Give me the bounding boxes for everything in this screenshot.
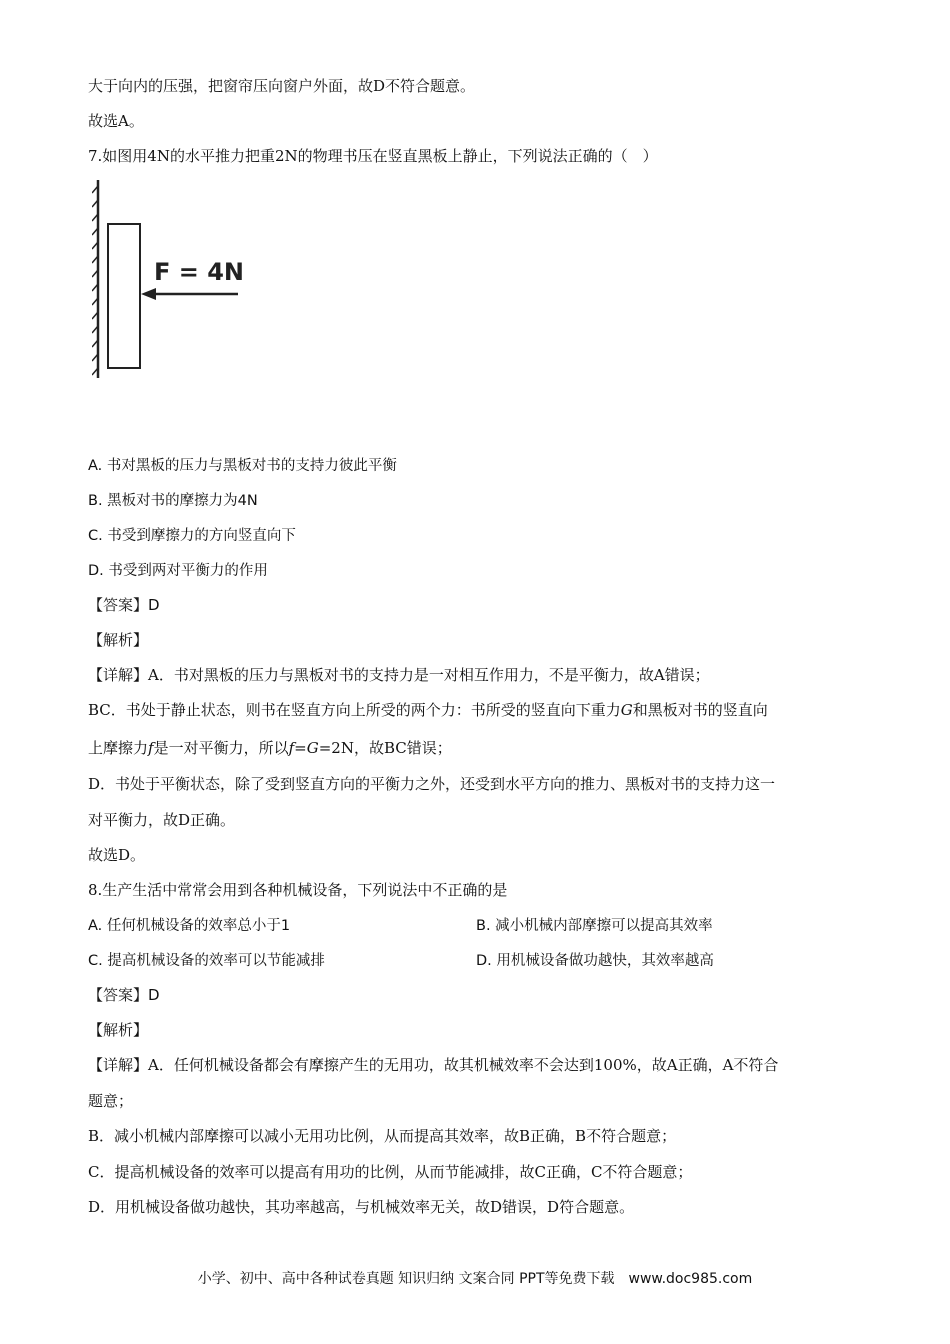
q7-answer: 【答案】D [88,596,160,614]
q7-analysis-label: 【解析】 [88,631,149,649]
q7-option-a: A. 书对黑板的压力与黑板对书的支持力彼此平衡 [88,458,397,474]
q8-answer: 【答案】D [88,986,160,1004]
q8-detail-a-2: 题意； [88,1092,134,1110]
q8-option-b: B. 减小机械内部摩擦可以提高其效率 [476,918,713,934]
q7-detail-bc-1: BC．书处于静止状态，则书在竖直方向上所受的两个力：书所受的竖直向下重力G和黑板对书的竖直向 [88,701,768,719]
book-rect [108,224,140,368]
question-7-stem: 7.如图用4N的水平推力把重2N的物理书压在竖直黑板上静止，下列说法正确的（ ） [88,147,658,165]
q8-detail-c: C．提高机械设备的效率可以提高有用功的比例，从而节能减排，故C正确，C不符合题意； [88,1163,693,1181]
force-label: F = 4N [154,258,244,286]
q7-option-d: D. 书受到两对平衡力的作用 [88,563,268,579]
text-line: 故选A。 [88,112,144,130]
q7-option-c: C. 书受到摩擦力的方向竖直向下 [88,528,296,544]
q7-detail-d-1: D．书处于平衡状态，除了受到竖直方向的平衡力之外，还受到水平方向的推力、黑板对书的支持力这一 [88,775,776,793]
q8-analysis-label: 【解析】 [88,1021,149,1039]
wall-book-force-diagram [92,178,252,388]
q7-detail-a: 【详解】A．书对黑板的压力与黑板对书的支持力是一对相互作用力，不是平衡力，故A错误； [88,666,710,684]
q7-option-b: B. 黑板对书的摩擦力为4N [88,493,258,509]
q8-detail-b: B．减小机械内部摩擦可以减小无用功比例，从而提高其效率，故B正确，B不符合题意； [88,1127,677,1145]
q8-detail-a-1: 【详解】A．任何机械设备都会有摩擦产生的无用功，故其机械效率不会达到100%，故A正确，A不符合 [88,1056,779,1074]
text-line: 大于向内的压强，把窗帘压向窗户外面，故D不符合题意。 [88,77,476,95]
footer-banner: 小学、初中、高中各种试卷真题 知识归纳 文案合同 PPT等免费下载 www.doc985.com [197,1271,753,1287]
q7-detail-d-2: 对平衡力，故D正确。 [88,811,236,829]
q7-conclusion: 故选D。 [88,846,146,864]
question-8-stem: 8.生产生活中常常会用到各种机械设备，下列说法中不正确的是 [88,881,508,899]
q8-option-c: C. 提高机械设备的效率可以节能减排 [88,953,325,969]
q7-detail-bc-2: 上摩擦力f是一对平衡力，所以f=G=2N，故BC错误； [88,739,452,757]
q8-detail-d: D．用机械设备做功越快，其功率越高，与机械效率无关，故D错误，D符合题意。 [88,1198,635,1216]
q8-option-d: D. 用机械设备做功越快，其效率越高 [476,953,714,969]
q8-option-a: A. 任何机械设备的效率总小于1 [88,918,291,934]
